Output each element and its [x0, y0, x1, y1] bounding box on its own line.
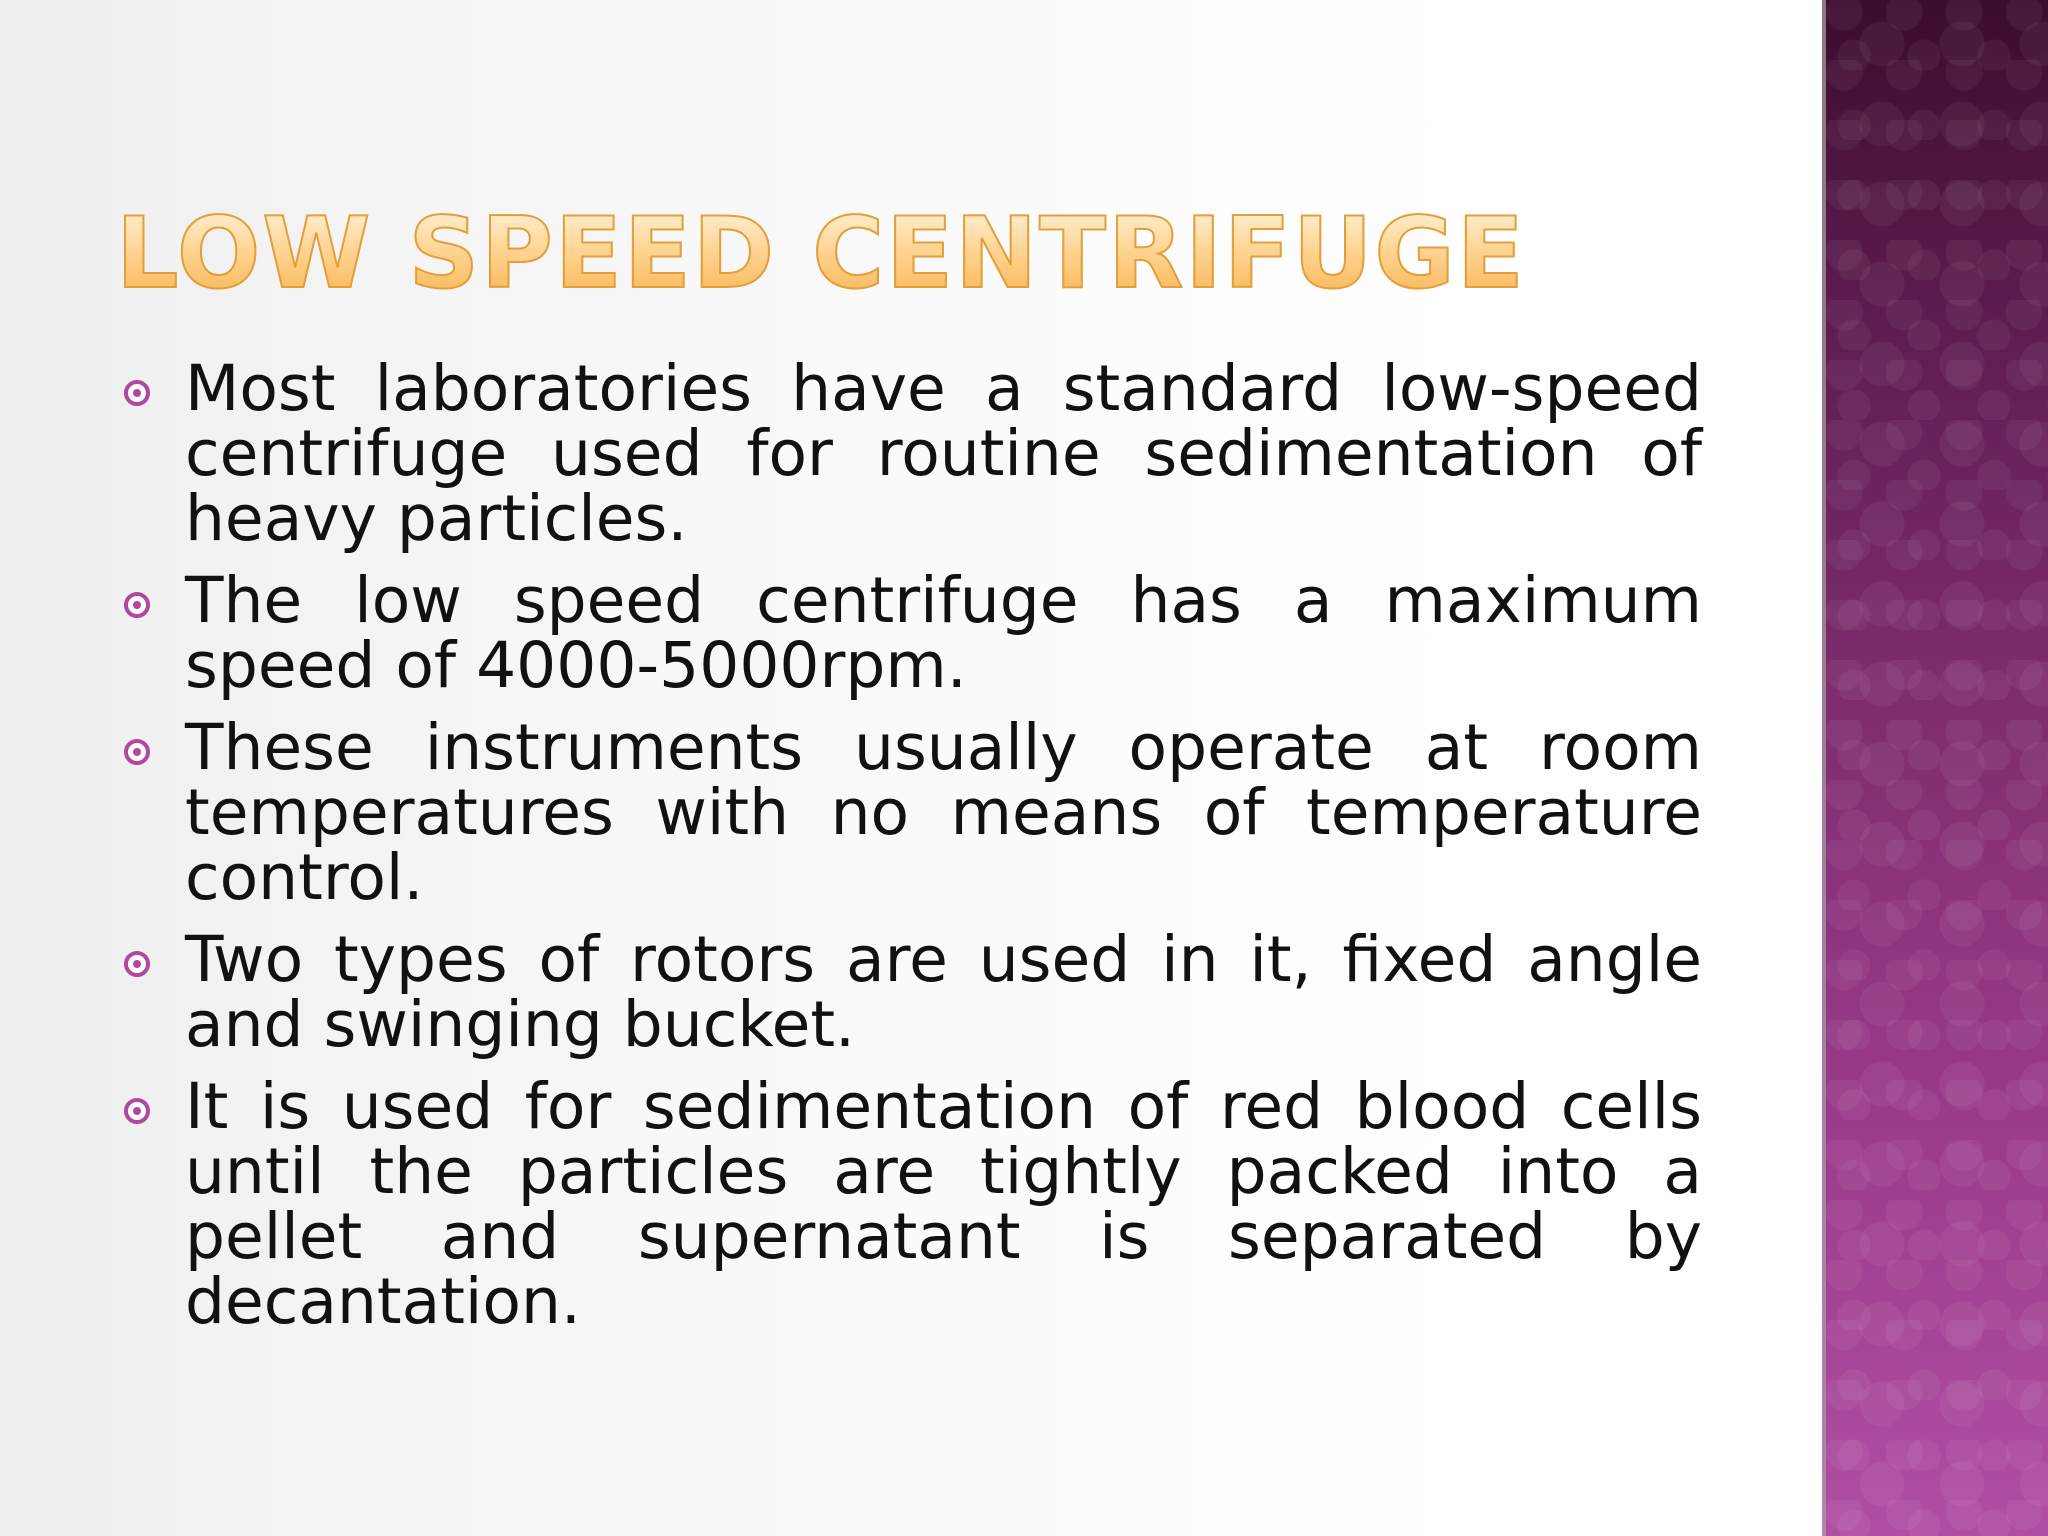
- bullet-item: [124, 1070, 1702, 1338]
- circle-dot-icon: [124, 1098, 150, 1124]
- circle-dot-icon: [124, 380, 150, 406]
- bullet-text: Most laboratories have a standard low-speed centrifuge used for routine sedimentation of heavy particles.: [185, 352, 1702, 555]
- bullet-text: These instruments usually operate at room temperatures with no means of temperature control.: [185, 711, 1702, 914]
- circle-dot-icon: [124, 951, 150, 977]
- bullet-text: Two types of rotors are used in it, fixed angle and swinging bucket.: [185, 923, 1702, 1061]
- side-band-texture: [1826, 0, 2048, 1536]
- circle-dot-icon: [124, 592, 150, 618]
- bullet-item: [124, 564, 1702, 702]
- bullet-text: The low speed centrifuge has a maximum speed of 4000-5000rpm.: [185, 564, 1702, 702]
- bullet-item: [124, 711, 1702, 914]
- circle-dot-icon: [124, 739, 150, 765]
- bullet-list: [124, 352, 1702, 1351]
- bullet-item: [124, 923, 1702, 1061]
- bullet-text: It is used for sedimentation of red blood cells until the particles are tightly packed into a pellet and supernatant is separated by decantation.: [185, 1070, 1702, 1338]
- decorative-side-band: [1826, 0, 2048, 1536]
- slide-title: LOW SPEED CENTRIFUGE: [116, 197, 1526, 311]
- bullet-item: [124, 352, 1702, 555]
